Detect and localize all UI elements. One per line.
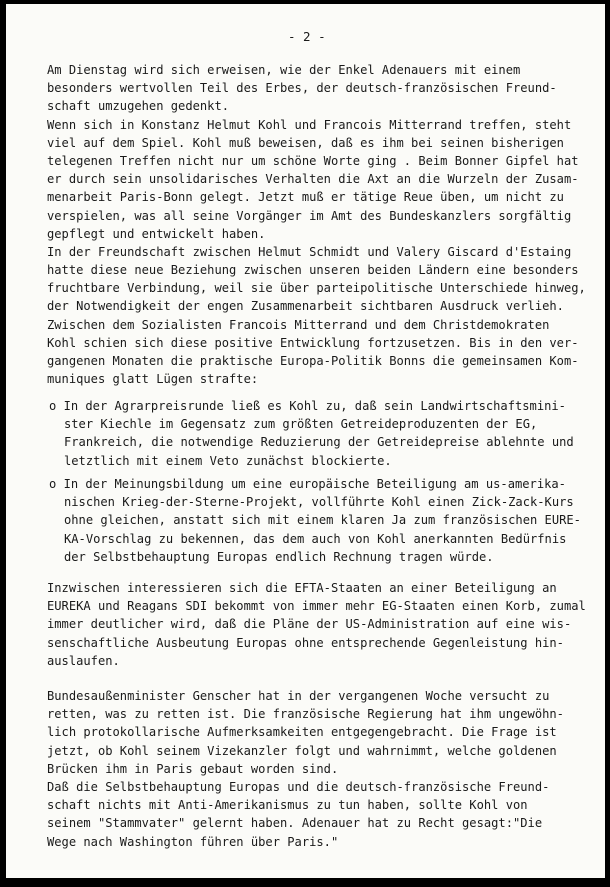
text-line: schaft umzugehen gedenkt. <box>47 99 230 114</box>
text-line: Wenn sich in Konstanz Helmut Kohl und Francois Mitterrand treffen, steht <box>47 117 572 132</box>
text-line: KA-Vorschlag zu bekennen, das dem auch von Kohl anerkannten Bedürfnis <box>64 531 567 546</box>
text-line: schaft nichts mit Anti-Amerikanismus zu tun haben, sollte Kohl von <box>47 798 528 813</box>
text-line: EUREKA und Reagans SDI bekommt von immer mehr EG-Staaten einen Korb, zumal <box>47 599 586 614</box>
bullet-first-line <box>49 475 581 493</box>
text-line: In der Freundschaft zwischen Helmut Schmidt und Valery Giscard d'Estaing <box>47 244 572 259</box>
text-line: senschaftliche Ausbeutung Europas ohne entsprechende Gegenleistung hin- <box>47 635 564 650</box>
text-line: telegenen Treffen nicht nur um schöne Worte ging . Beim Bonner Gipfel hat <box>47 153 579 168</box>
text-line: auslaufen. <box>47 653 120 668</box>
text-line: fruchtbare Verbindung, weil sie über parteipolitische Unterschiede hinweg, <box>47 281 586 296</box>
paragraph-efta <box>47 579 586 670</box>
paragraph-intro <box>47 61 586 388</box>
text-line: Am Dienstag wird sich erweisen, wie der Enkel Adenauers mit einem <box>47 63 521 77</box>
bullet-item-agrarpreis <box>49 397 574 470</box>
text-line: muniques glatt Lügen strafte: <box>47 372 259 387</box>
text-line: lich protokollarische Aufmerksamkeiten entgegengebracht. Die Frage ist <box>47 725 557 740</box>
text-line: verspielen, was all seine Vorgänger im Amt des Bundeskanzlers sorgfältig <box>47 208 572 223</box>
text-line: Daß die Selbstbehauptung Europas und die deutsch-französische Freund- <box>47 779 550 794</box>
text-line: ster Kiechle im Gegensatz zum größten Getreideproduzenten der EG, <box>64 417 538 432</box>
text-line: menarbeit Paris-Bonn gelegt. Jetzt muß er tätige Reue üben, um nicht zu <box>47 190 564 205</box>
text-line: jetzt, ob Kohl seinem Vizekanzler folgt und wahrnimmt, welche goldenen <box>47 743 557 758</box>
text-line: ohne gleichen, anstatt sich mit einem klaren Ja zum französischen EURE- <box>64 513 581 528</box>
text-line: Kohl schien sich diese positive Entwicklung fortzusetzen. Bis in den ver- <box>47 335 579 350</box>
text-line: besonders wertvollen Teil des Erbes, der deutsch-französischen Freund- <box>47 81 557 96</box>
text-line: Wege nach Washington führen über Paris." <box>47 834 339 849</box>
text-line: seinem "Stammvater" gelernt haben. Adenauer hat zu Recht gesagt:"Die <box>47 816 543 831</box>
text-line: der Selbstbehauptung Europas endlich Rechnung tragen würde. <box>64 549 494 564</box>
text-line: letztlich mit einem Veto zunächst blockierte. <box>64 453 392 468</box>
bullet-marker: o <box>49 399 57 413</box>
text-line: hatte diese neue Beziehung zwischen unseren beiden Ländern eine besonders <box>47 263 579 278</box>
bullet-first-line <box>49 397 574 415</box>
text-line: er durch sein unsolidarisches Verhalten die Axt an die Wurzeln der Zusam- <box>47 172 579 187</box>
paragraph-genscher <box>47 687 564 851</box>
page-number: - 2 - <box>288 29 326 44</box>
bullet-item-sdi <box>49 475 581 566</box>
text-line: gangenen Monaten die praktische Europa-Politik Bonns die gemeinsamen Kom- <box>47 354 579 368</box>
text-line: In der Agrarpreisrunde ließ es Kohl zu, daß sein Landwirtschaftsmini- <box>63 399 566 413</box>
text-line: der Notwendigkeit der engen Zusammenarbeit sichtbaren Ausdruck verlieh. <box>47 299 564 314</box>
bullet-marker: o <box>49 477 57 491</box>
text-line: Brücken ihm in Paris gebaut worden sind. <box>47 761 339 776</box>
text-line: Zwischen dem Sozialisten Francois Mitterrand und dem Christdemokraten <box>47 317 550 332</box>
text-line: Inzwischen interessieren sich die EFTA-Staaten an einer Beteiligung an <box>47 581 557 595</box>
text-line: Bundesaußenminister Genscher hat in der vergangenen Woche versucht zu <box>47 689 550 703</box>
text-line: Frankreich, die notwendige Reduzierung der Getreidepreise ablehnte und <box>64 435 574 450</box>
text-line: viel auf dem Spiel. Kohl muß beweisen, daß es ihm bei seinen bisherigen <box>47 135 564 150</box>
text-line: gepflegt und entwickelt haben. <box>47 226 266 241</box>
text-line: In der Meinungsbildung um eine europäische Beteiligung am us-amerika- <box>63 477 566 491</box>
text-line: immer deutlicher wird, daß die Pläne der US-Administration auf eine wis- <box>47 617 572 632</box>
document-page <box>6 4 605 878</box>
text-line: nischen Krieg-der-Sterne-Projekt, vollführte Kohl einen Zick-Zack-Kurs <box>64 495 574 510</box>
text-line: retten, was zu retten ist. Die französische Regierung hat ihm ungewöhn- <box>47 707 564 722</box>
